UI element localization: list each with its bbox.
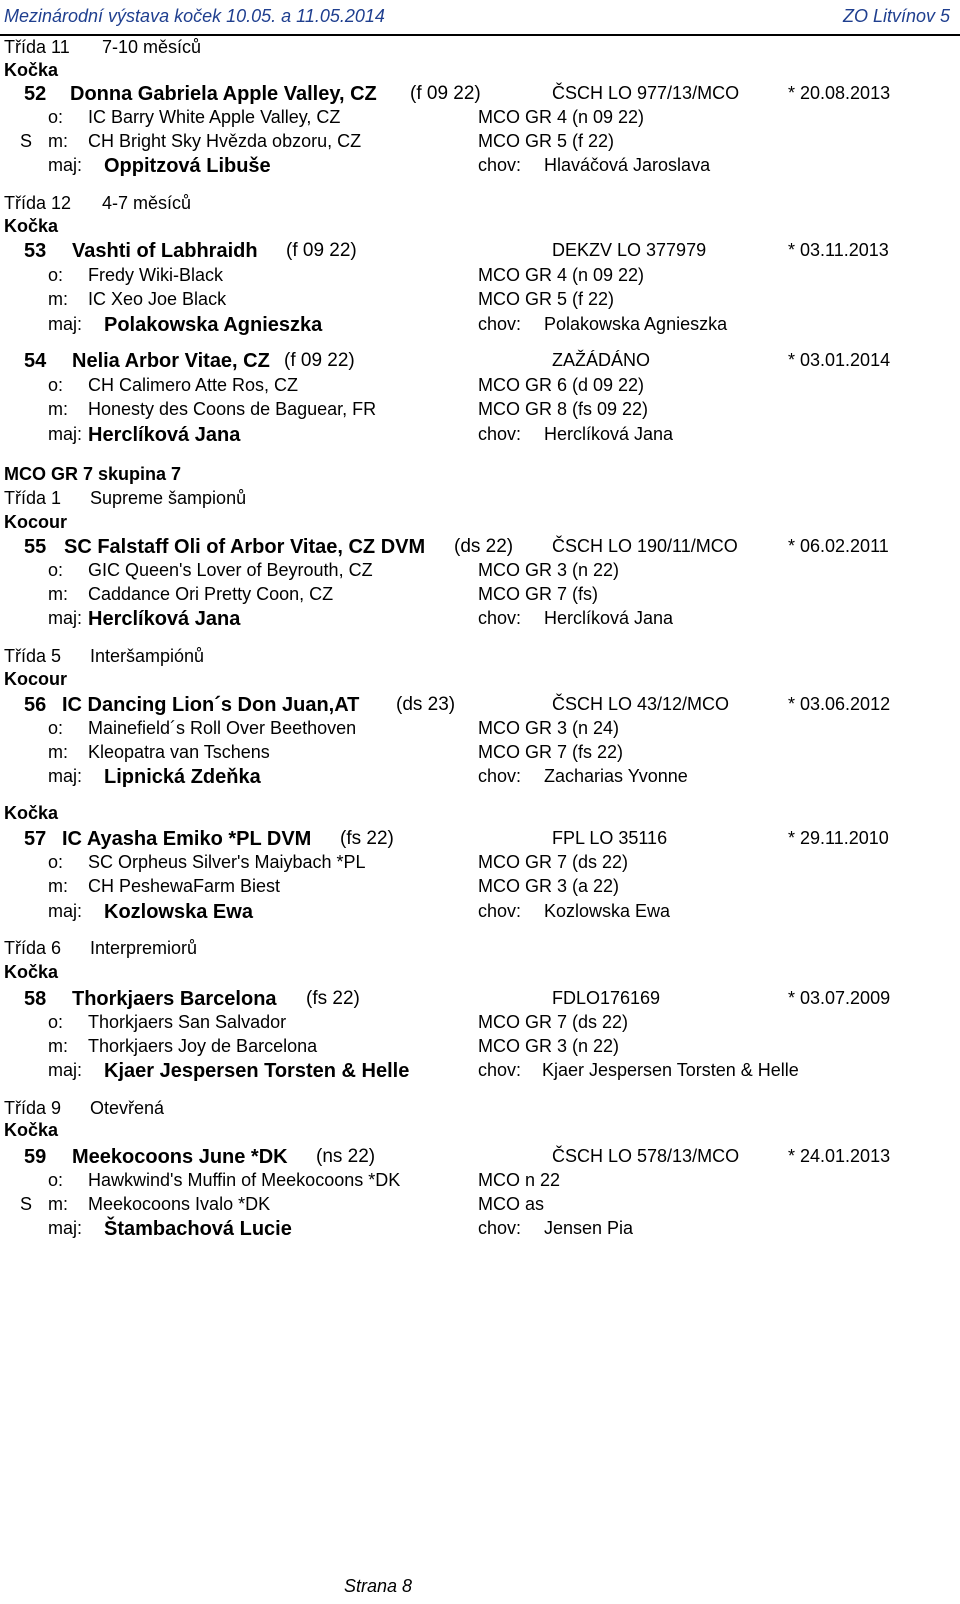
breeder-name: Kozlowska Ewa [544, 901, 671, 921]
cat-code: (fs 22) [340, 828, 394, 849]
sire-name: SC Orpheus Silver's Maiybach *PL [88, 852, 366, 872]
owner-label: maj: [48, 1218, 83, 1238]
sex-heading: Kočka [4, 962, 59, 982]
birth-date: * 03.11.2013 [788, 240, 889, 260]
birth-date: * 03.06.2012 [788, 694, 891, 714]
owner-name: Polakowska Agnieszka [104, 314, 323, 336]
birth-date: * 03.01.2014 [788, 350, 891, 370]
owner-label: maj: [48, 424, 83, 444]
sire-label: o: [48, 375, 64, 395]
entry-mark: S [20, 131, 33, 151]
header-divider [0, 34, 960, 36]
owner-name: Lipnická Zdeňka [104, 766, 261, 788]
breeder-label: chov: [478, 608, 522, 628]
sire-code: MCO GR 6 (d 09 22) [478, 375, 645, 395]
class-name: Interpremiorů [90, 938, 198, 958]
sex-heading: Kočka [4, 1120, 59, 1140]
sire-label: o: [48, 107, 64, 127]
sex-heading: Kočka [4, 803, 59, 823]
cat-name: Vashti of Labhraidh [72, 240, 258, 262]
registration: ČSCH LO 43/12/MCO [552, 694, 730, 714]
cat-code: (ds 23) [396, 694, 456, 715]
sire-name: CH Calimero Atte Ros, CZ [88, 375, 299, 395]
cat-name: SC Falstaff Oli of Arbor Vitae, CZ DVM [64, 536, 426, 558]
cat-code: (f 09 22) [284, 350, 355, 371]
dam-name: Kleopatra van Tschens [88, 742, 270, 762]
sire-name: Mainefield´s Roll Over Beethoven [88, 718, 357, 738]
sire-code: MCO GR 7 (ds 22) [478, 852, 629, 872]
sex-heading: Kocour [4, 512, 67, 532]
cat-name: Nelia Arbor Vitae, CZ [72, 350, 270, 372]
dam-name: Meekocoons Ivalo *DK [88, 1194, 271, 1214]
breeder-label: chov: [478, 314, 522, 334]
class-label: Třída 12 [4, 193, 72, 213]
owner-label: maj: [48, 314, 83, 334]
birth-date: * 03.07.2009 [788, 988, 891, 1008]
sire-code: MCO n 22 [478, 1170, 561, 1190]
breeder-label: chov: [478, 766, 522, 786]
birth-date: * 20.08.2013 [788, 83, 891, 103]
registration: DEKZV LO 377979 [552, 240, 707, 260]
breeder-name: Hlaváčová Jaroslava [544, 155, 711, 175]
owner-label: maj: [48, 155, 83, 175]
dam-code: MCO GR 3 (a 22) [478, 876, 620, 896]
owner-name: Štambachová Lucie [104, 1218, 292, 1240]
dam-label: m: [48, 399, 68, 419]
cat-code: (ds 22) [454, 536, 514, 557]
entry-number: 58 [24, 988, 47, 1010]
sire-code: MCO GR 3 (n 24) [478, 718, 620, 738]
dam-label: m: [48, 1194, 68, 1214]
dam-code: MCO as [478, 1194, 545, 1214]
registration: ČSCH LO 977/13/MCO [552, 83, 740, 103]
breeder-label: chov: [478, 424, 522, 444]
cat-name: Thorkjaers Barcelona [72, 988, 277, 1010]
cat-code: (fs 22) [306, 988, 360, 1009]
dam-code: MCO GR 7 (fs 22) [478, 742, 624, 762]
sire-name: Hawkwind's Muffin of Meekocoons *DK [88, 1170, 401, 1190]
breeder-name: Herclíková Jana [544, 608, 674, 628]
cat-code: (f 09 22) [410, 83, 481, 104]
class-name: Interšampiónů [90, 646, 205, 666]
breeder-label: chov: [478, 1218, 522, 1238]
class-name: 4-7 měsíců [102, 193, 192, 213]
dam-code: MCO GR 5 (f 22) [478, 289, 615, 309]
entry-mark: S [20, 1194, 33, 1214]
sex-heading: Kočka [4, 60, 59, 80]
owner-label: maj: [48, 1060, 83, 1080]
sire-name: GIC Queen's Lover of Beyrouth, CZ [88, 560, 373, 580]
birth-date: * 06.02.2011 [788, 536, 889, 556]
class-label: Třída 6 [4, 938, 62, 958]
owner-name: Herclíková Jana [88, 424, 241, 446]
cat-name: IC Dancing Lion´s Don Juan,AT [62, 694, 360, 716]
cat-code: (ns 22) [316, 1146, 376, 1167]
class-name: Supreme šampionů [90, 488, 247, 508]
birth-date: * 29.11.2010 [788, 828, 889, 848]
dam-name: Honesty des Coons de Baguear, FR [88, 399, 377, 419]
sire-code: MCO GR 3 (n 22) [478, 560, 620, 580]
cat-name: Meekocoons June *DK [72, 1146, 288, 1168]
breeder-name: Polakowska Agnieszka [544, 314, 728, 334]
registration: FDLO176169 [552, 988, 661, 1008]
class-label: Třída 11 [4, 37, 70, 57]
sex-heading: Kočka [4, 216, 59, 236]
owner-label: maj: [48, 608, 83, 628]
class-label: Třída 9 [4, 1098, 62, 1118]
sire-label: o: [48, 1170, 64, 1190]
group-heading: MCO GR 7 skupina 7 [4, 464, 182, 484]
entry-number: 55 [24, 536, 47, 558]
entry-number: 57 [24, 828, 47, 850]
sire-name: Fredy Wiki-Black [88, 265, 224, 285]
dam-name: Thorkjaers Joy de Barcelona [88, 1036, 318, 1056]
registration: ČSCH LO 190/11/MCO [552, 536, 738, 556]
sire-label: o: [48, 265, 64, 285]
header-organizer: ZO Litvínov 5 [842, 6, 950, 26]
dam-code: MCO GR 5 (f 22) [478, 131, 615, 151]
class-name: Otevřená [90, 1098, 165, 1118]
owner-name: Oppitzová Libuše [104, 155, 271, 177]
class-label: Třída 5 [4, 646, 62, 666]
class-label: Třída 1 [4, 488, 62, 508]
entry-number: 59 [24, 1146, 47, 1168]
birth-date: * 24.01.2013 [788, 1146, 891, 1166]
registration: ČSCH LO 578/13/MCO [552, 1146, 740, 1166]
breeder-name: Herclíková Jana [544, 424, 674, 444]
sire-code: MCO GR 4 (n 09 22) [478, 107, 645, 127]
dam-label: m: [48, 876, 68, 896]
dam-name: CH PeshewaFarm Biest [88, 876, 281, 896]
dam-code: MCO GR 7 (fs) [478, 584, 598, 604]
dam-label: m: [48, 289, 68, 309]
sire-code: MCO GR 7 (ds 22) [478, 1012, 629, 1032]
registration: FPL LO 35116 [552, 828, 668, 848]
owner-label: maj: [48, 901, 83, 921]
owner-name: Herclíková Jana [88, 608, 241, 630]
header-title: Mezinárodní výstava koček 10.05. a 11.05.2014 [4, 6, 385, 26]
breeder-label: chov: [478, 1060, 522, 1080]
dam-code: MCO GR 3 (n 22) [478, 1036, 620, 1056]
dam-label: m: [48, 584, 68, 604]
owner-name: Kjaer Jespersen Torsten & Helle [104, 1060, 410, 1082]
cat-name: IC Ayasha Emiko *PL DVM [62, 828, 312, 850]
entry-number: 56 [24, 694, 47, 716]
sire-label: o: [48, 560, 64, 580]
sire-label: o: [48, 718, 64, 738]
sire-label: o: [48, 1012, 64, 1032]
page-number: Strana 8 [344, 1576, 413, 1596]
dam-label: m: [48, 742, 68, 762]
owner-label: maj: [48, 766, 83, 786]
entry-number: 52 [24, 83, 47, 105]
cat-name: Donna Gabriela Apple Valley, CZ [70, 83, 377, 105]
dam-code: MCO GR 8 (fs 09 22) [478, 399, 649, 419]
cat-code: (f 09 22) [286, 240, 357, 261]
breeder-name: Jensen Pia [544, 1218, 634, 1238]
class-name: 7-10 měsíců [102, 37, 202, 57]
dam-name: IC Xeo Joe Black [88, 289, 227, 309]
breeder-name: Zacharias Yvonne [544, 766, 688, 786]
entry-number: 53 [24, 240, 47, 262]
dam-name: CH Bright Sky Hvězda obzoru, CZ [88, 131, 362, 151]
sire-code: MCO GR 4 (n 09 22) [478, 265, 645, 285]
breeder-label: chov: [478, 155, 522, 175]
owner-name: Kozlowska Ewa [104, 901, 253, 923]
sire-label: o: [48, 852, 64, 872]
dam-label: m: [48, 1036, 68, 1056]
sire-name: IC Barry White Apple Valley, CZ [88, 107, 341, 127]
dam-name: Caddance Ori Pretty Coon, CZ [88, 584, 334, 604]
registration: ZAŽÁDÁNO [552, 350, 651, 370]
entry-number: 54 [24, 350, 47, 372]
breeder-name: Kjaer Jespersen Torsten & Helle [542, 1060, 799, 1080]
sex-heading: Kocour [4, 669, 67, 689]
breeder-label: chov: [478, 901, 522, 921]
sire-name: Thorkjaers San Salvador [88, 1012, 287, 1032]
dam-label: m: [48, 131, 68, 151]
